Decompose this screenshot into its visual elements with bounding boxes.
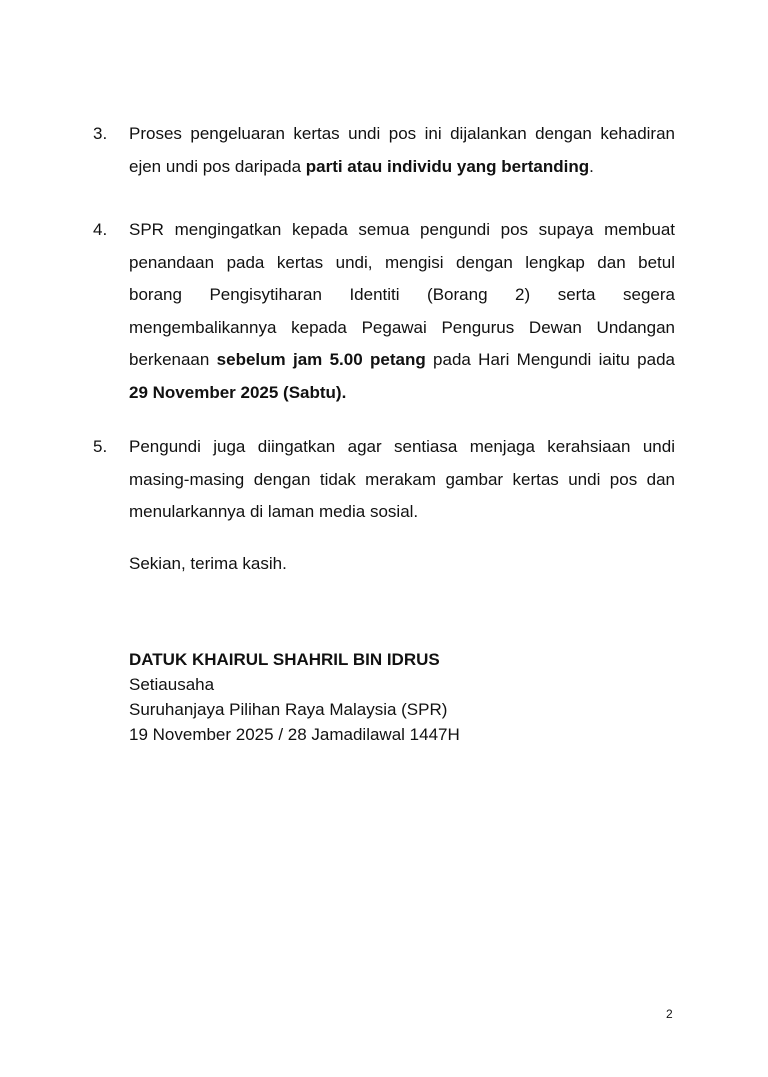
paragraph-3 xyxy=(93,118,675,183)
signature-block xyxy=(129,647,460,747)
paragraph-number: 5. xyxy=(93,437,108,456)
text-run: mengembalikannya kepada Pegawai Pengurus Dewan Undangan xyxy=(129,317,675,337)
paragraph-4 xyxy=(93,214,675,409)
bold-text: sebelum jam 5.00 petang xyxy=(216,350,426,369)
text-run: penandaan pada kertas undi, mengisi dengan lengkap dan betul xyxy=(129,252,675,272)
paragraph-line xyxy=(129,496,675,529)
paragraph-line xyxy=(129,312,675,345)
bold-text: 29 November 2025 (Sabtu). xyxy=(129,382,347,402)
paragraph-line xyxy=(129,247,675,280)
paragraph-line xyxy=(129,431,675,464)
paragraph-body xyxy=(129,118,675,183)
signature-date: 19 November 2025 / 28 Jamadilawal 1447H xyxy=(129,725,460,744)
page-number: 2 xyxy=(666,1007,673,1021)
text-run: berkenaan xyxy=(129,350,217,369)
text-run: borang Pengisytiharan Identiti (Borang 2) serta segera xyxy=(129,285,675,304)
text-run: pada Hari Mengundi iaitu pada xyxy=(425,350,675,369)
text-run: ejen undi pos daripada xyxy=(129,156,306,176)
paragraph-line xyxy=(129,118,675,151)
paragraph-body xyxy=(129,431,675,529)
paragraph-body xyxy=(129,214,675,409)
text-run: menularkannya di laman media sosial. xyxy=(129,502,419,521)
paragraph-line xyxy=(129,344,675,377)
signatory-name: DATUK KHAIRUL SHAHRIL BIN IDRUS xyxy=(129,650,440,669)
paragraph-number: 3. xyxy=(93,124,108,143)
paragraph-line xyxy=(129,214,675,247)
paragraph-line xyxy=(129,464,675,497)
text-run: Pengundi juga diingatkan agar sentiasa menjaga kerahsiaan undi xyxy=(129,437,675,456)
paragraph-line xyxy=(129,151,675,184)
text-run: Proses pengeluaran kertas undi pos ini dijalankan dengan kehadiran xyxy=(129,124,675,143)
text-run: . xyxy=(589,156,594,176)
paragraph-line xyxy=(129,377,675,410)
paragraph-5 xyxy=(93,431,675,529)
text-run: SPR mengingatkan kepada semua pengundi pos supaya membuat xyxy=(129,220,675,239)
closing-remark: Sekian, terima kasih. xyxy=(129,554,287,573)
paragraph-line xyxy=(129,279,675,312)
signatory-title: Setiausaha xyxy=(129,675,215,694)
text-run: masing-masing dengan tidak merakam gambar kertas undi pos dan xyxy=(129,469,675,489)
paragraph-number: 4. xyxy=(93,220,108,239)
signatory-organization: Suruhanjaya Pilihan Raya Malaysia (SPR) xyxy=(129,700,448,719)
bold-text: parti atau individu yang bertanding xyxy=(305,156,590,176)
